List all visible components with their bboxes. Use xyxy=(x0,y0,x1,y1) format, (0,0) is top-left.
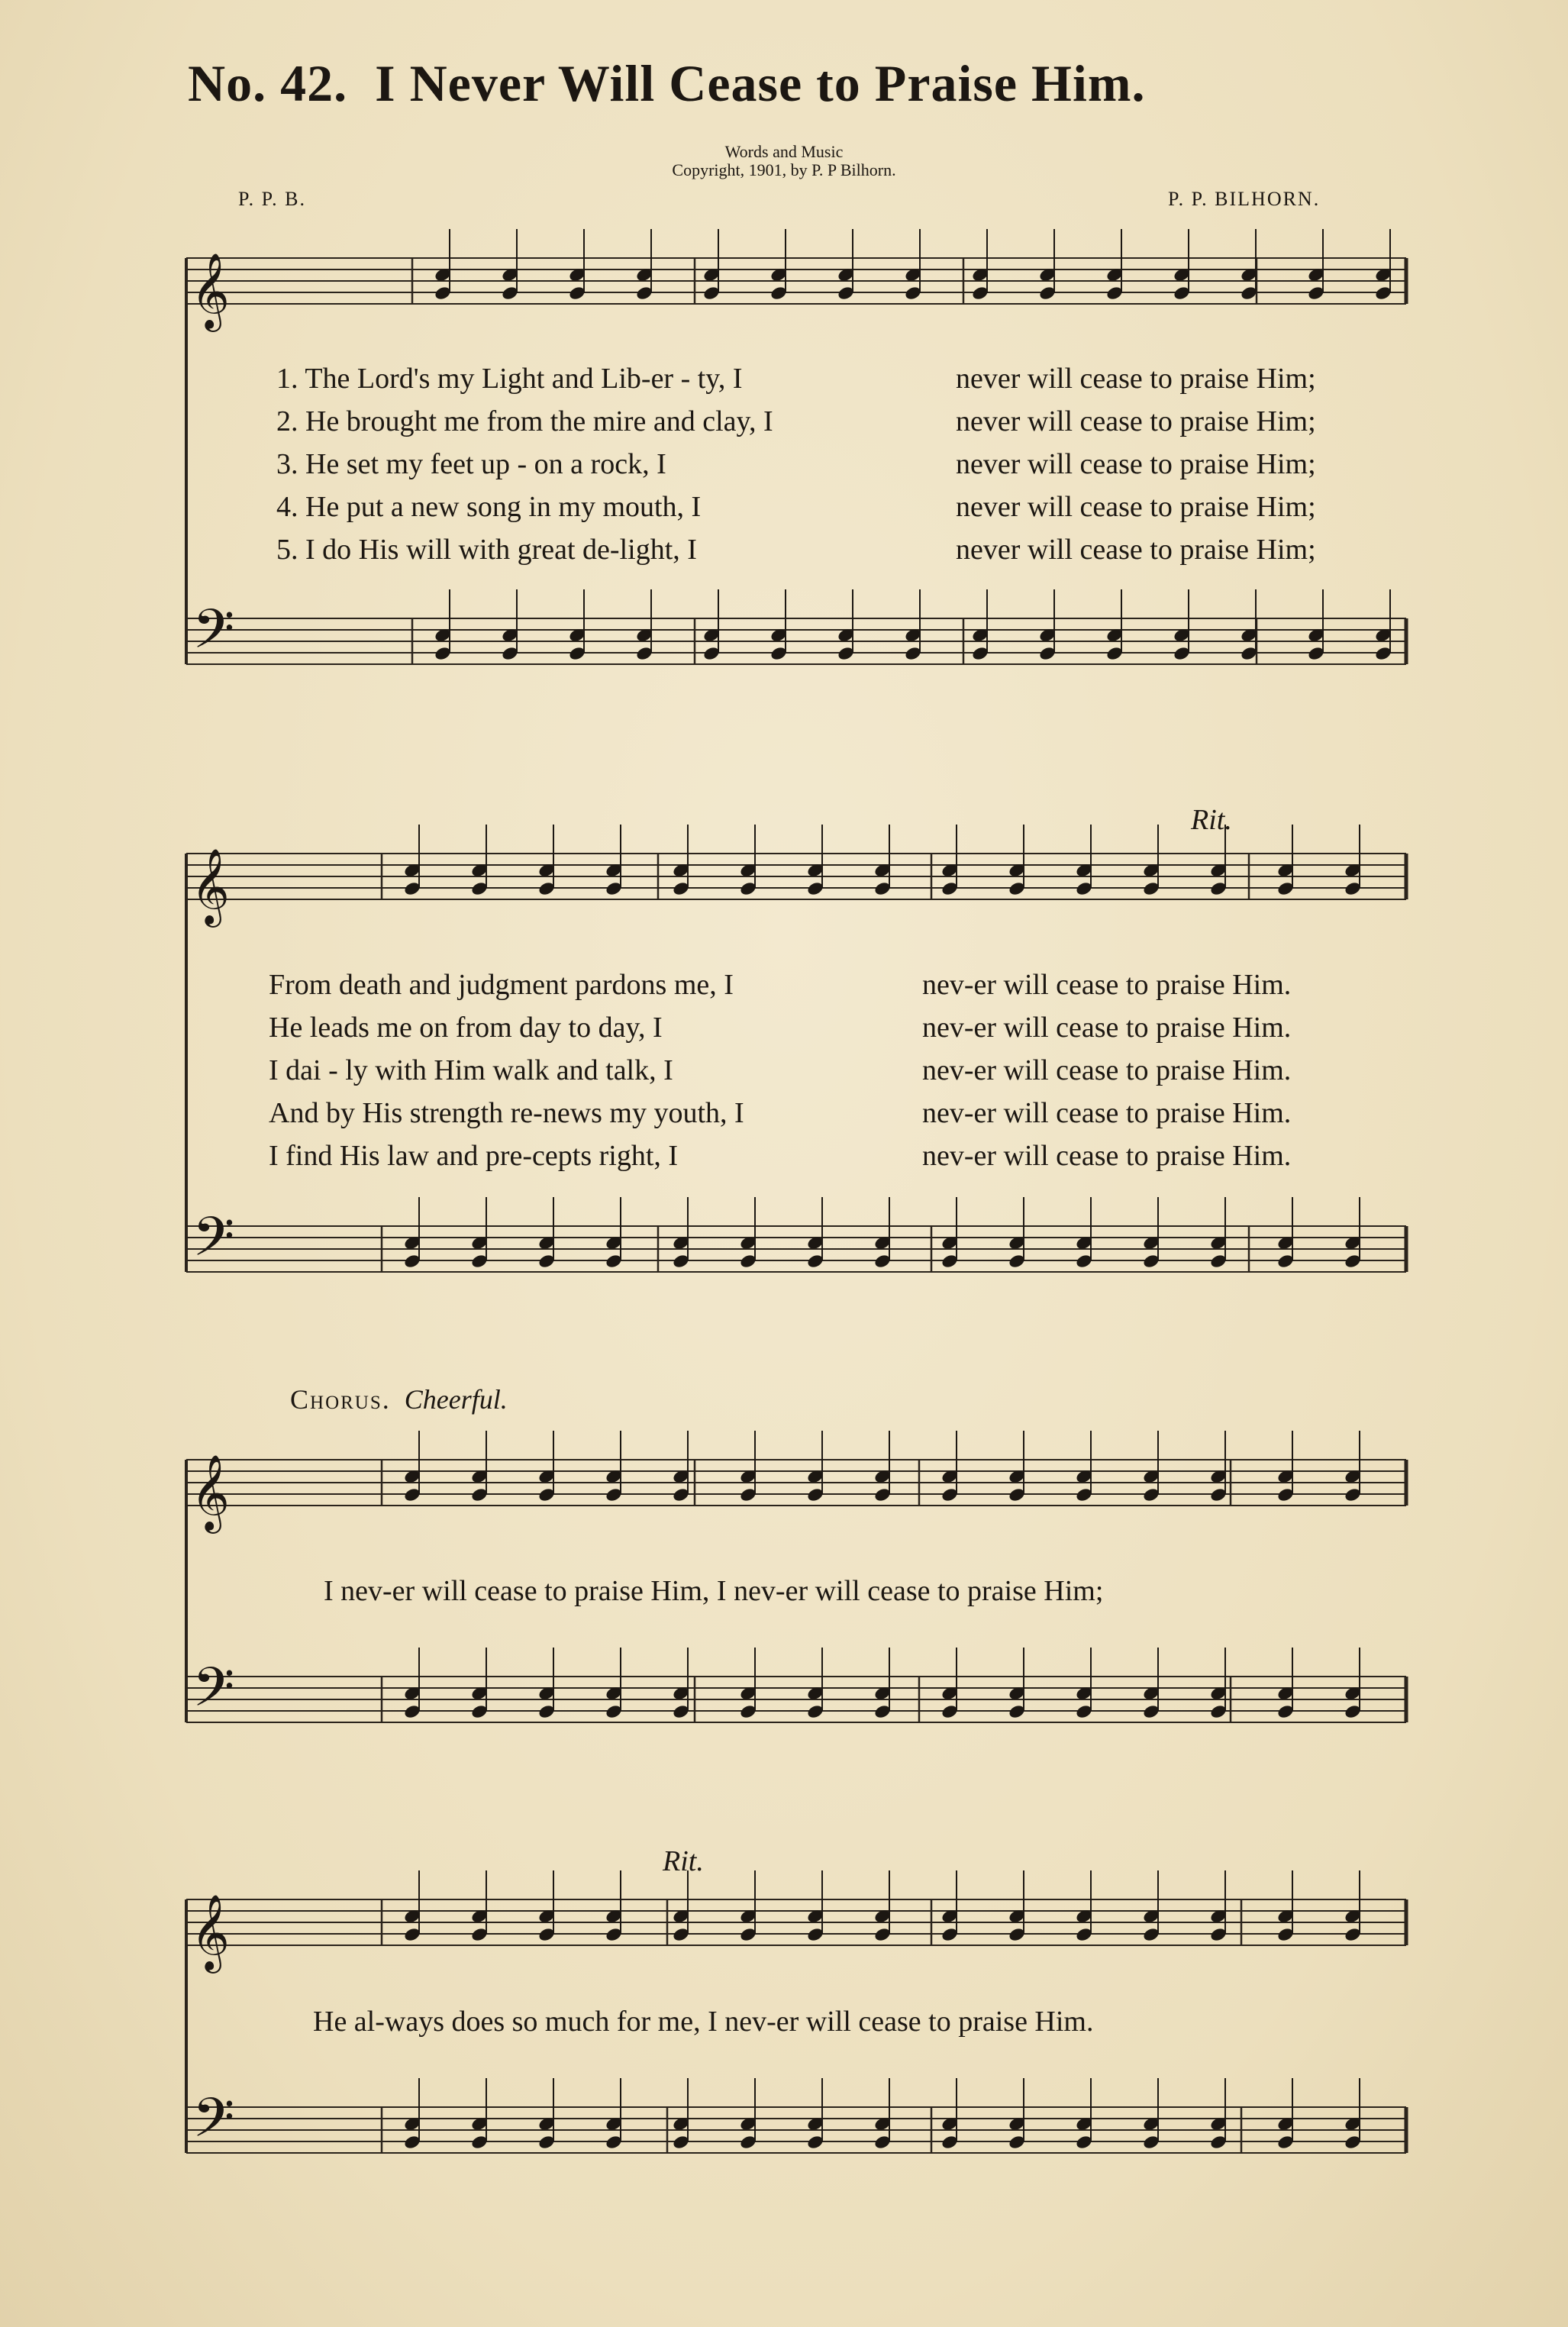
system-3-bass-clef: 𝄢 xyxy=(192,1656,235,1732)
chorus-label: Chorus. xyxy=(290,1384,391,1415)
system-2-treble-clef: 𝄞 xyxy=(191,848,230,925)
verse-part1-line-2-first-half: 2. He brought me from the mire and clay, I xyxy=(276,405,773,437)
hymn-number: No. 42. xyxy=(188,54,348,112)
verse-part1-line-3-second-half: never will cease to praise Him; xyxy=(956,448,1316,480)
verse-part1-line-4-first-half: 4. He put a new song in my mouth, I xyxy=(276,491,702,523)
chorus-lyric-line-2: He al-ways does so much for me, I nev-er will cease to praise Him. xyxy=(313,2006,1094,2038)
system-2-bass-clef: 𝄢 xyxy=(192,1205,235,1282)
verse-part1-line-5-second-half: never will cease to praise Him; xyxy=(956,534,1316,566)
chorus-lyric-line-1: I nev-er will cease to praise Him, I nev-er will cease to praise Him; xyxy=(324,1575,1104,1607)
system-1-treble-clef: 𝄞 xyxy=(191,253,230,329)
verse-part1-line-5-first-half: 5. I do His will with great de-light, I xyxy=(276,534,697,566)
verse-part1-line-4-second-half: never will cease to praise Him; xyxy=(956,491,1316,523)
verse-part2-line-1-second-half: nev-er will cease to praise Him. xyxy=(922,969,1292,1001)
composer-name: P. P. BILHORN. xyxy=(1168,188,1321,210)
verse-part1-line-2-second-half: never will cease to praise Him; xyxy=(956,405,1316,437)
ritardando-mark-1: Rit. xyxy=(1191,804,1232,836)
verse-part2-line-2-second-half: nev-er will cease to praise Him. xyxy=(922,1012,1292,1044)
ritardando-mark-2: Rit. xyxy=(663,1845,704,1877)
verse-part1-line-3-first-half: 3. He set my feet up - on a rock, I xyxy=(276,448,666,480)
hymn-title: I Never Will Cease to Praise Him. xyxy=(375,54,1146,112)
credit-words-music: Words and Music xyxy=(724,142,844,161)
chorus-tempo: Cheerful. xyxy=(404,1384,508,1415)
verse-part2-line-2-first-half: He leads me on from day to day, I xyxy=(269,1012,663,1044)
system-4-bass-clef: 𝄢 xyxy=(192,2087,235,2163)
verse-part2-line-3-second-half: nev-er will cease to praise Him. xyxy=(922,1054,1292,1086)
author-initials: P. P. B. xyxy=(238,188,306,210)
chorus-heading xyxy=(290,1383,508,1415)
verse-part2-line-1-first-half: From death and judgment pardons me, I xyxy=(269,969,734,1001)
verse-part2-line-3-first-half: I dai - ly with Him walk and talk, I xyxy=(269,1054,673,1086)
system-1-bass-clef: 𝄢 xyxy=(192,598,235,674)
verse-part2-line-5-first-half: I find His law and pre-cepts right, I xyxy=(269,1140,679,1172)
system-4-treble-clef: 𝄞 xyxy=(191,1894,230,1970)
credit-copyright: Copyright, 1901, by P. P Bilhorn. xyxy=(672,160,896,179)
verse-part1-line-1-first-half: 1. The Lord's my Light and Lib-er - ty, I xyxy=(276,363,743,395)
verse-part2-line-5-second-half: nev-er will cease to praise Him. xyxy=(922,1140,1292,1172)
verse-part2-line-4-second-half: nev-er will cease to praise Him. xyxy=(922,1097,1292,1129)
system-3-treble-clef: 𝄞 xyxy=(191,1454,230,1531)
verse-part2-line-4-first-half: And by His strength re-news my youth, I xyxy=(269,1097,744,1129)
verse-part1-line-1-second-half: never will cease to praise Him; xyxy=(956,363,1316,395)
